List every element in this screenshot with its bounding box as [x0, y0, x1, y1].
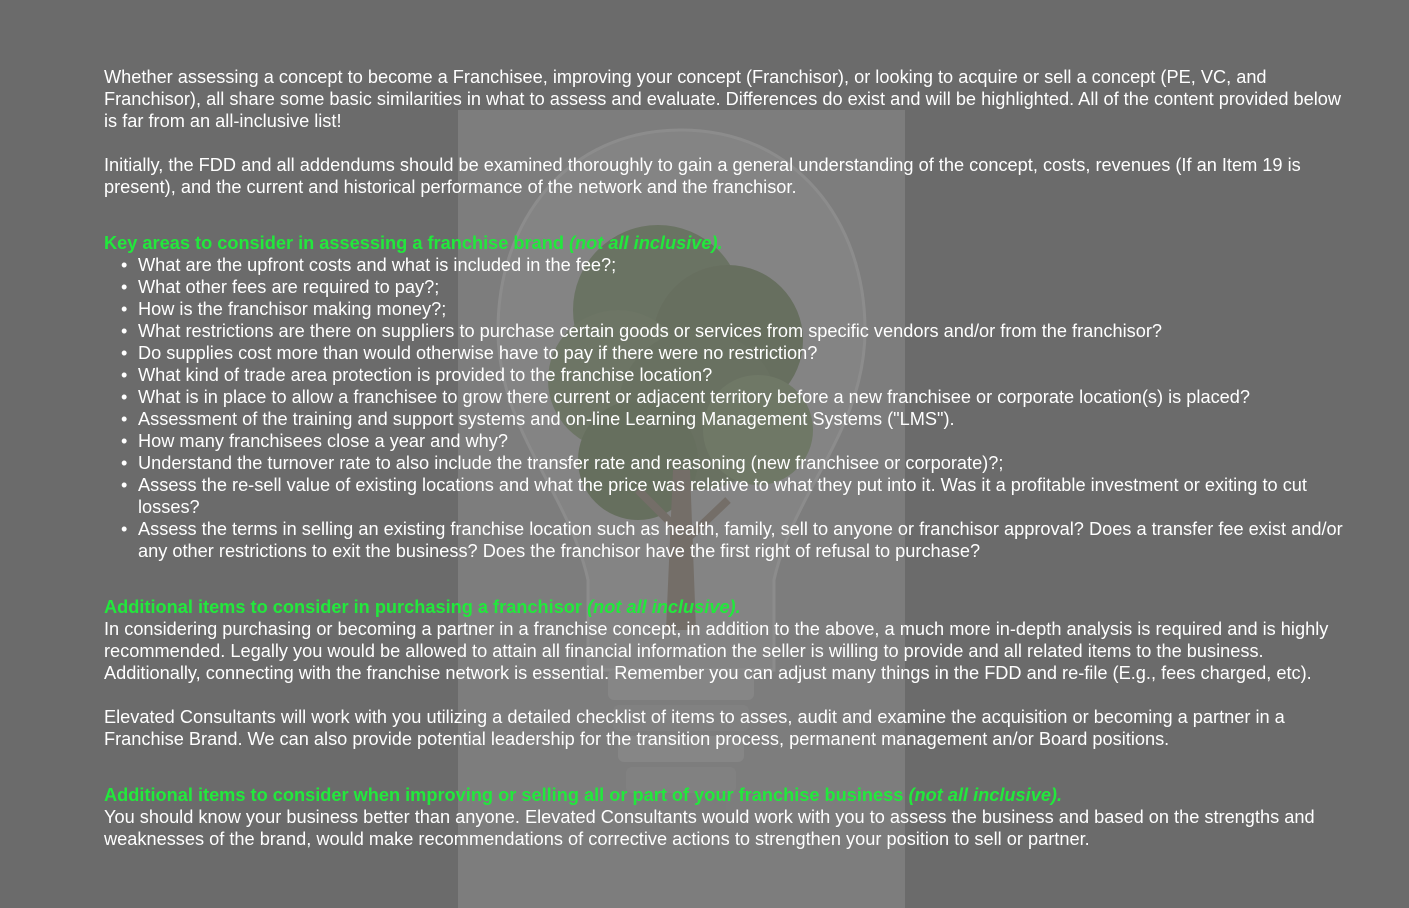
list-item: • What are the upfront costs and what is included in the fee?; — [138, 254, 1344, 276]
improving-paragraph: You should know your business better than anyone. Elevated Consultants would work with you to assess the business and based on the strengths and weaknesses of the brand, would make recommendations of corrective actions to strengthen your position to sell or partner. — [104, 807, 1315, 849]
section-heading-text: Additional items to consider when improving or selling all or part of your franchise business — [104, 785, 909, 805]
fdd-paragraph: Initially, the FDD and all addendums should be examined thoroughly to gain a general understanding of the concept, costs, revenues (If an Item 19 is present), and the current and historical performance of the network and the franchisor. — [104, 155, 1301, 197]
intro-paragraph: Whether assessing a concept to become a Franchisee, improving your concept (Franchisor), or looking to acquire or sell a concept (PE, VC, and Franchisor), all share some basic similarities in what to assess and evaluate. Differences do exist and will be highlighted. All of the content provided below is far from an all-inclusive list! — [104, 67, 1342, 131]
list-item: • What is in place to allow a franchisee to grow there current or adjacent territory before a new franchisee or corporate location(s) is placed? — [138, 386, 1344, 408]
list-item: • What kind of trade area protection is provided to the franchise location? — [138, 364, 1344, 386]
section-heading-text: Key areas to consider in assessing a franchise brand — [104, 233, 569, 253]
list-item: • Assess the terms in selling an existing franchise location such as health, family, sell to anyone or franchisor approval? Does a transfer fee exist and/or any other restrictions to exit the business? Does the franchisor have the first right of refusal to purchase? — [138, 518, 1344, 562]
list-item: • How many franchisees close a year and why? — [138, 430, 1344, 452]
consultants-paragraph: Elevated Consultants will work with you utilizing a detailed checklist of items to asses, audit and examine the acquisition or becoming a partner in a Franchise Brand. We can also provide potential leadership for the transition process, permanent management an/or Board positions. — [104, 707, 1285, 749]
list-item: • Assessment of the training and support systems and on-line Learning Management Systems ("LMS"). — [138, 408, 1344, 430]
list-item: • Do supplies cost more than would otherwise have to pay if there were no restriction? — [138, 342, 1344, 364]
section-heading-purchasing-franchisor — [104, 596, 1344, 618]
section-heading-franchise-brand — [104, 232, 1344, 254]
article-content — [104, 66, 1344, 850]
section-heading-note: (not all inclusive). — [568, 233, 723, 253]
section-heading-note: (not all inclusive). — [587, 597, 741, 617]
list-item: • What restrictions are there on suppliers to purchase certain goods or services from specific vendors and/or from the franchisor? — [138, 320, 1344, 342]
section-heading-improving-selling — [104, 784, 1344, 806]
list-item: • How is the franchisor making money?; — [138, 298, 1344, 320]
purchasing-paragraph: In considering purchasing or becoming a partner in a franchise concept, in addition to the above, a much more in-depth analysis is required and is highly recommended. Legally you would be allowed to attain all financial information the seller is willing to provide and all related items to the business. Additionally, connecting with the franchise network is essential. Remember you can adjust many things in the FDD and re-file (E.g., fees charged, etc). — [104, 619, 1329, 683]
section-heading-note: (not all inclusive). — [908, 785, 1063, 805]
franchise-brand-checklist — [104, 254, 1344, 562]
section-heading-text: Additional items to consider in purchasing a franchisor — [104, 597, 588, 617]
list-item: • What other fees are required to pay?; — [138, 276, 1344, 298]
list-item: • Understand the turnover rate to also include the transfer rate and reasoning (new franchisee or corporate)?; — [138, 452, 1344, 474]
list-item: • Assess the re-sell value of existing locations and what the price was relative to what they put into it. Was it a profitable investment or exiting to cut losses? — [138, 474, 1344, 518]
